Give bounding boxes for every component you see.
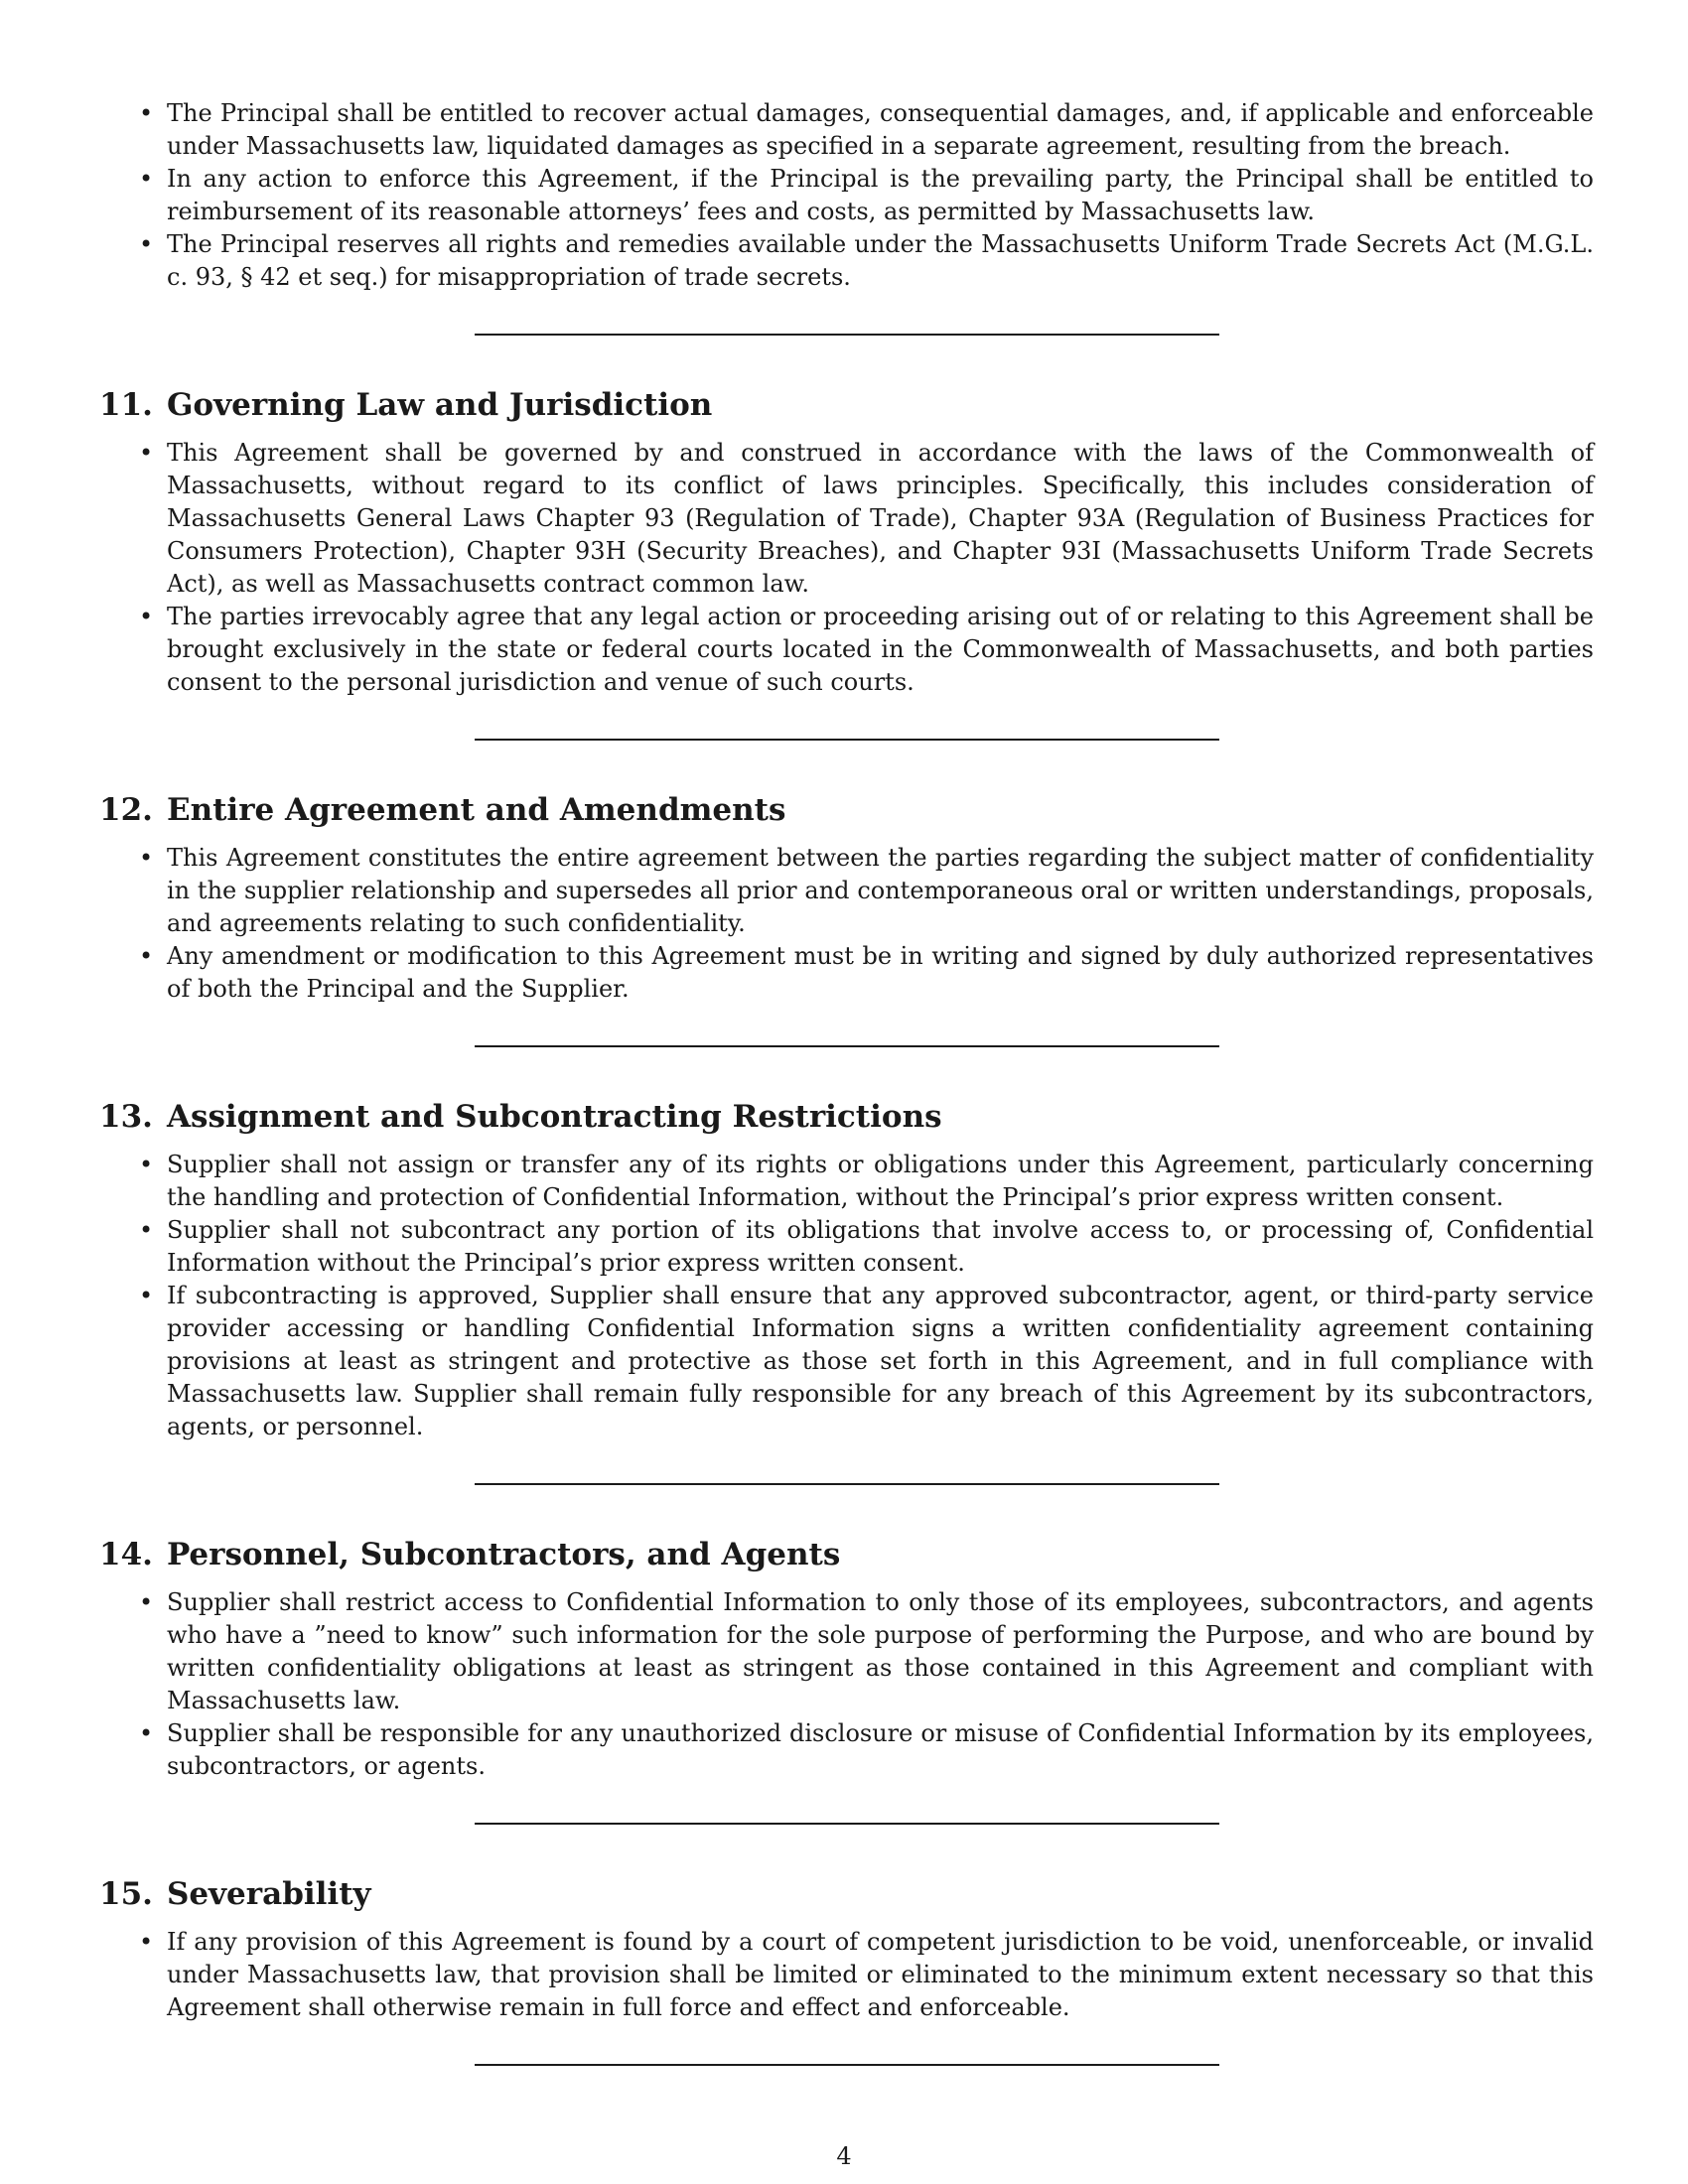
bullet-icon: • [139,1216,154,1244]
bullet-icon: • [139,1282,154,1309]
section-11-bullet-list [99,437,1594,699]
section-heading-14 [99,1535,1594,1574]
section-number: 12. [99,792,153,828]
list-item-text: This Agreement shall be governed by and construed in accordance with the laws of the Commonwealth of Massachusetts, without regard to its conflict of laws principles. Specifically, this includes consideration of Massachusetts General Laws Chapter 93 (Regulation of Trade), Chapter 93A (Regulation of Business Practices for Consumers Protection), Chapter 93H (Security Breaches), and Chapter 93I (Massachusetts Uniform Trade Secrets Act), as well as Massachusetts contract common law. [167,439,1594,598]
bullet-icon: • [139,1928,154,1956]
section-title: Entire Agreement and Amendments [166,792,786,828]
list-item [99,437,1594,601]
section-15-bullet-list [99,1926,1594,2024]
bullet-icon: • [139,1151,154,1178]
section-divider [475,2064,1219,2066]
intro-bullet-list [99,97,1594,294]
bullet-icon: • [139,439,154,467]
list-item-text: In any action to enforce this Agreement, if the Principal is the prevailing party, the Principal shall be entitled to reimbursement of its reasonable attorneys’ fees and costs, as permitted by Massachusetts law. [167,165,1594,225]
section-number: 13. [99,1099,153,1135]
list-item-text: If subcontracting is approved, Supplier shall ensure that any approved subcontractor, agent, or third-party service provider accessing or handling Confidential Information signs a written confidentiality agreement containing provisions at least as stringent and protective as those set forth in this Agreement, and in full compliance with Massachusetts law. Supplier shall remain fully responsible for any breach of this Agreement by its subcontractors, agents, or personnel. [167,1282,1594,1440]
bullet-icon: • [139,603,154,630]
page-number: 4 [836,2142,852,2170]
list-item [99,1586,1594,1717]
list-item-text: The parties irrevocably agree that any legal action or proceeding arising out of or relating to this Agreement shall be brought exclusively in the state or federal courts located in the Commonwealth of Massachusetts, and both parties consent to the personal jurisdiction and venue of such courts. [167,603,1594,696]
list-item [99,97,1594,163]
section-divider [475,1045,1219,1047]
bullet-icon: • [139,99,154,127]
list-item-text: The Principal shall be entitled to recover actual damages, consequential damages, and, if applicable and enforceable under Massachusetts law, liquidated damages as specified in a separate agreement, resulting from the breach. [167,99,1594,160]
list-item [99,940,1594,1006]
section-divider [475,1823,1219,1825]
section-heading-15 [99,1874,1594,1914]
section-title: Assignment and Subcontracting Restrictions [166,1099,942,1135]
list-item [99,1214,1594,1280]
list-item-text: Supplier shall not assign or transfer any of its rights or obligations under this Agreement, particularly concerning the handling and protection of Confidential Information, without the Principal’s prior express written consent. [167,1151,1594,1211]
list-item-text: Supplier shall be responsible for any unauthorized disclosure or misuse of Confidential Information by its employees, subcontractors, or agents. [167,1719,1594,1780]
section-divider [475,1483,1219,1485]
section-number: 15. [99,1876,153,1912]
list-item-text: If any provision of this Agreement is found by a court of competent jurisdiction to be void, unenforceable, or invalid under Massachusetts law, that provision shall be limited or eliminated to the minimum extent necessary so that this Agreement shall otherwise remain in full force and effect and enforceable. [167,1928,1594,2021]
bullet-icon: • [139,165,154,193]
list-item [99,163,1594,228]
section-title: Governing Law and Jurisdiction [166,387,713,423]
list-item [99,1280,1594,1443]
list-item [99,842,1594,940]
list-item [99,601,1594,699]
section-12-bullet-list [99,842,1594,1006]
list-item [99,1149,1594,1214]
bullet-icon: • [139,230,154,258]
section-number: 11. [99,387,153,423]
document-page [99,97,1594,2066]
bullet-icon: • [139,942,154,970]
section-divider [475,739,1219,741]
bullet-icon: • [139,844,154,872]
section-heading-12 [99,790,1594,830]
list-item-text: This Agreement constitutes the entire agreement between the parties regarding the subject matter of confidentiality in the supplier relationship and supersedes all prior and contemporaneous oral or written understandings, proposals, and agreements relating to such confidentiality. [167,844,1594,937]
section-heading-13 [99,1097,1594,1137]
section-14-bullet-list [99,1586,1594,1783]
list-item-text: Supplier shall restrict access to Confidential Information to only those of its employees, subcontractors, and agents who have a ”need to know” such information for the sole purpose of performing the Purpose, and who are bound by written confidentiality obligations at least as stringent as those contained in this Agreement and compliant with Massachusetts law. [167,1588,1594,1714]
section-title: Severability [166,1876,371,1912]
list-item [99,228,1594,294]
bullet-icon: • [139,1588,154,1616]
bullet-icon: • [139,1719,154,1747]
list-item [99,1717,1594,1783]
section-13-bullet-list [99,1149,1594,1443]
list-item-text: Supplier shall not subcontract any portion of its obligations that involve access to, or processing of, Confidential Information without the Principal’s prior express written consent. [167,1216,1594,1277]
section-divider [475,334,1219,336]
section-number: 14. [99,1537,153,1572]
section-heading-11 [99,385,1594,425]
section-title: Personnel, Subcontractors, and Agents [166,1537,841,1572]
list-item-text: Any amendment or modification to this Agreement must be in writing and signed by duly authorized representatives of both the Principal and the Supplier. [167,942,1594,1003]
list-item [99,1926,1594,2024]
list-item-text: The Principal reserves all rights and remedies available under the Massachusetts Uniform Trade Secrets Act (M.G.L. c. 93, § 42 et seq.) for misappropriation of trade secrets. [167,230,1594,291]
